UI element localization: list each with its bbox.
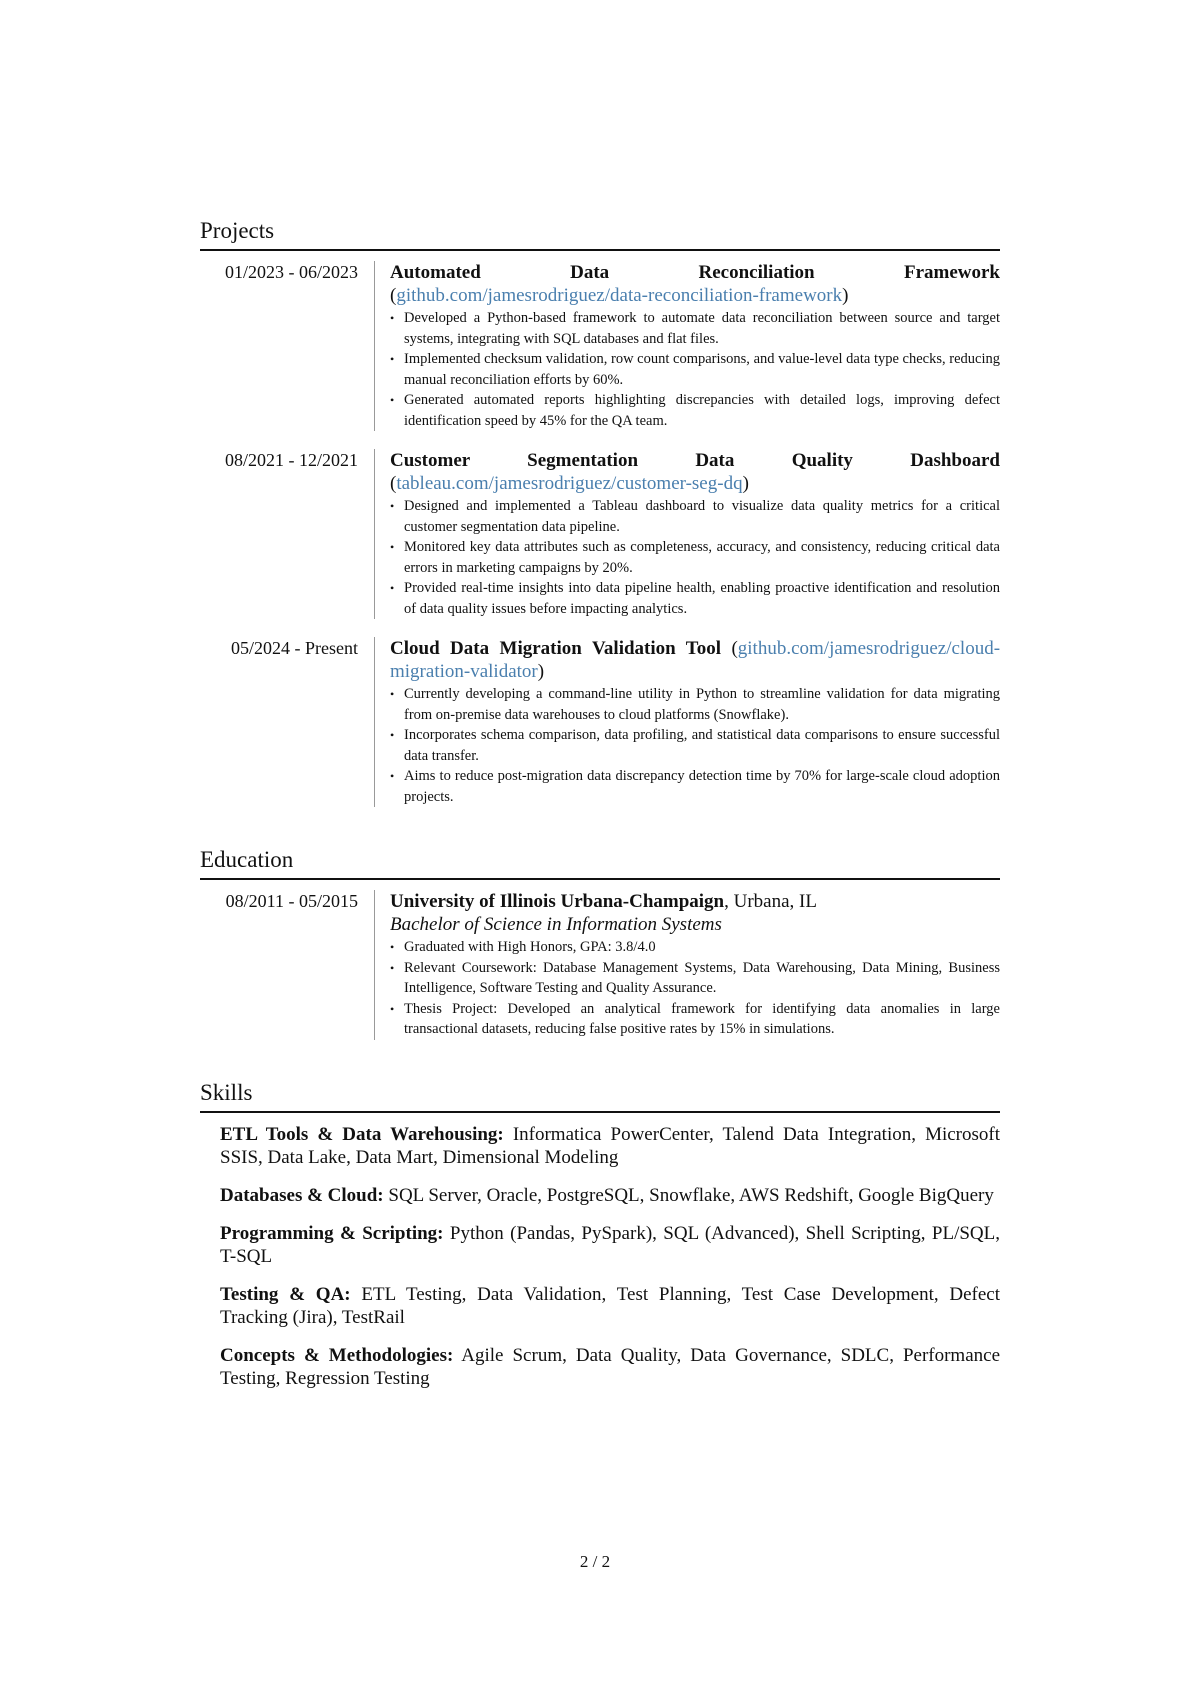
project-link[interactable]: github.com/jamesrodriguez/data-reconciliation-framework [396,285,843,306]
skill-list: SQL Server, Oracle, PostgreSQL, Snowflake, AWS Redshift, Google BigQuery [388,1184,994,1206]
education-section [200,845,1000,1040]
section-title-education: Education [200,845,1000,880]
bullet-item: • Incorporates schema comparison, data profiling, and statistical data comparisons to ensure successful data transfer. [390,725,1000,766]
project-entry: 08/2021 - 12/2021 Customer Segmentation Data Quality Dashboard (tableau.com/jamesrodriguez/customer-seg-dq) • Designed and implemented a Tableau dashboard to visualize data quality metrics for a critical customer segmentation data pipeline. • Monitored key data attributes such as completeness, accuracy, and consistency, reducing critical data errors in marketing campaigns by 20%. • Provided real-time insights into data pipeline health, enabling proactive identification and resolution of data quality issues before impacting analytics. [200,449,1000,619]
skill-item [220,1222,1000,1268]
entry-date: 08/2011 - 05/2015 [200,890,375,1040]
section-title-projects: Projects [200,216,1000,251]
project-title: Automated Data Reconciliation Framework [390,262,1000,283]
bullet-item: • Currently developing a command-line utility in Python to streamline validation for data migrating from on-premise data warehouses to cloud platforms (Snowflake). [390,684,1000,725]
entry-date: 01/2023 - 06/2023 [200,261,375,431]
bullet-item: • Relevant Coursework: Database Management Systems, Data Warehousing, Data Mining, Business Intelligence, Software Testing and Quality Assurance. [390,958,1000,999]
projects-section [200,216,1000,807]
entry-date: 05/2024 - Present [200,637,375,807]
project-link[interactable]: github.com/jamesrodriguez/cloud-migration-validator [390,638,1001,682]
bullet-item: • Thesis Project: Developed an analytical framework for identifying data anomalies in large transactional datasets, reducing false positive rates by 15% in simulations. [390,999,1000,1040]
skill-item [220,1123,1000,1169]
skill-list: Agile Scrum, Data Quality, Data Governance, SDLC, Performance Testing, Regression Testing [220,1344,1001,1389]
school-name: University of Illinois Urbana-Champaign [390,891,725,912]
resume-page [200,216,1000,1428]
skill-category: Testing & QA: [220,1283,351,1305]
page-number: 2 / 2 [579,1552,611,1571]
bullet-item: • Designed and implemented a Tableau dashboard to visualize data quality metrics for a critical customer segmentation data pipeline. [390,496,1000,537]
skill-category: ETL Tools & Data Warehousing: [220,1123,504,1145]
bullet-item: • Implemented checksum validation, row count comparisons, and value-level data type checks, reducing manual reconciliation efforts by 60%. [390,349,1000,390]
skill-category: Concepts & Methodologies: [220,1344,454,1366]
skill-category: Programming & Scripting: [220,1222,444,1244]
project-entry: 05/2024 - Present Cloud Data Migration Validation Tool (github.com/jamesrodriguez/cloud-migration-validator) • Currently developing a command-line utility in Python to streamline validation for data migrating from on-premise data warehouses to cloud platforms (Snowflake). • Incorporates schema comparison, data profiling, and statistical data comparisons to ensure successful data transfer. • Aims to reduce post-migration data discrepancy detection time by 70% for large-scale cloud adoption projects. [200,637,1000,807]
project-title: Cloud Data Migration Validation Tool [390,638,722,659]
skill-item [220,1283,1000,1329]
project-entry: 01/2023 - 06/2023 Automated Data Reconciliation Framework (github.com/jamesrodriguez/data-reconciliation-framework) • Developed a Python-based framework to automate data reconciliation between source and target systems, integrating with SQL databases and flat files. • Implemented checksum validation, row count comparisons, and value-level data type checks, reducing manual reconciliation efforts by 60%. • Generated automated reports highlighting discrepancies with detailed logs, improving defect identification speed by 45% for the QA team. [200,261,1000,431]
school-location: , Urbana, IL [724,891,817,912]
skill-list: ETL Testing, Data Validation, Test Planning, Test Case Development, Defect Tracking (Jira), TestRail [220,1283,1000,1328]
project-link[interactable]: tableau.com/jamesrodriguez/customer-seg-dq [396,473,743,494]
entry-date: 08/2021 - 12/2021 [200,449,375,619]
skills-section [200,1078,1000,1390]
degree: Bachelor of Science in Information Systems [390,914,722,935]
skill-item [220,1184,1000,1207]
bullet-item: • Graduated with High Honors, GPA: 3.8/4.0 [390,937,1000,958]
bullet-item: • Provided real-time insights into data pipeline health, enabling proactive identification and resolution of data quality issues before impacting analytics. [390,578,1000,619]
bullet-item: • Developed a Python-based framework to automate data reconciliation between source and target systems, integrating with SQL databases and flat files. [390,308,1000,349]
education-entry [200,890,1000,1040]
project-title: Customer Segmentation Data Quality Dashboard [390,450,1000,471]
skill-list: Python (Pandas, PySpark), SQL (Advanced), Shell Scripting, PL/SQL, T-SQL [220,1222,1000,1267]
skill-list: Informatica PowerCenter, Talend Data Integration, Microsoft SSIS, Data Lake, Data Mart, Dimensional Modeling [220,1123,1000,1168]
section-title-skills: Skills [200,1078,1000,1113]
bullet-item: • Generated automated reports highlighting discrepancies with detailed logs, improving defect identification speed by 45% for the QA team. [390,390,1000,431]
bullet-item: • Aims to reduce post-migration data discrepancy detection time by 70% for large-scale cloud adoption projects. [390,766,1000,807]
skill-category: Databases & Cloud: [220,1184,384,1206]
skill-item [220,1344,1000,1390]
bullet-item: • Monitored key data attributes such as completeness, accuracy, and consistency, reducing critical data errors in marketing campaigns by 20%. [390,537,1000,578]
